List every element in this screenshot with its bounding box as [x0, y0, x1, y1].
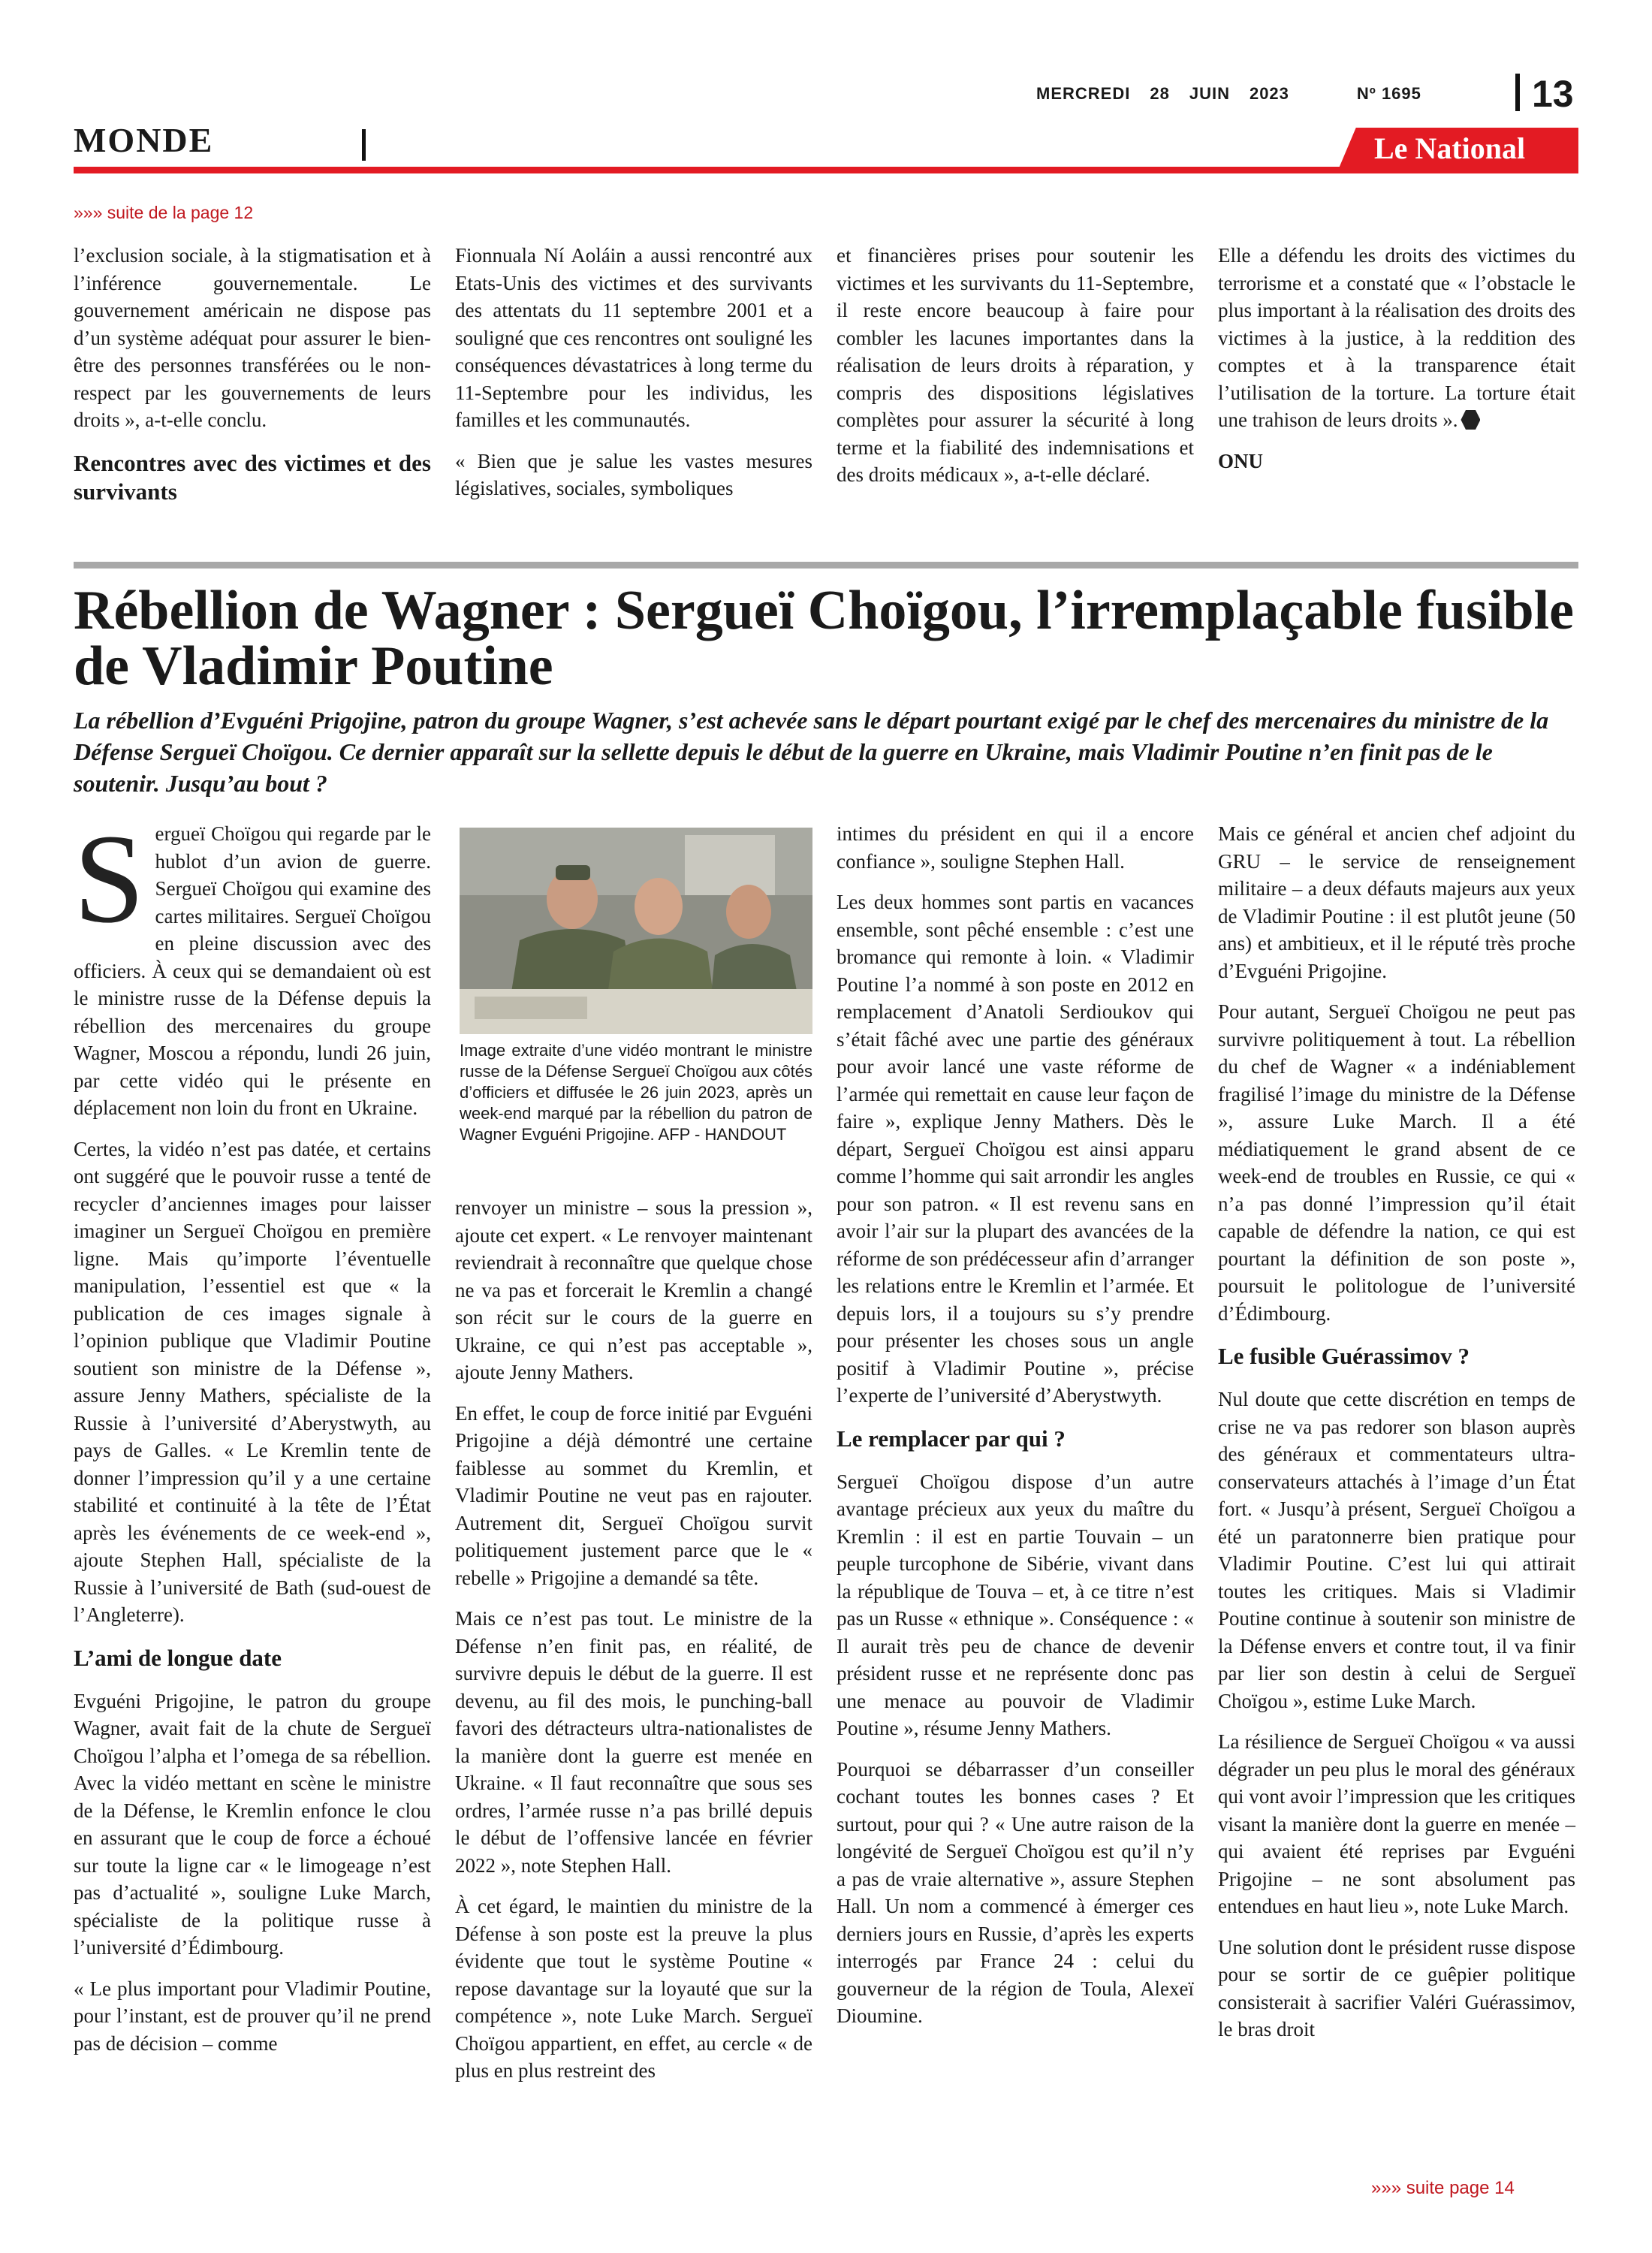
continued-from: »»» suite de la page 12 — [74, 203, 254, 222]
drop-cap: S — [74, 808, 145, 949]
lead-paragraph — [74, 808, 431, 1122]
paragraph: et financières prises pour soutenir les victimes et les survivants du 11-Septembre, il reste encore beaucoup à faire pour combler les lacunes importantes dans la réalisation de leurs droits à réparation, y compris des dispositions législatives complètes pour assurer la sécurité à long terme et la fiabilité des indemnisations et des droits médicaux », a-t-elle déclaré. — [837, 244, 1194, 486]
paragraph: l’exclusion sociale, à la stigmatisation et à l’inférence gouvernementale. Le gouvernement américain ne dispose pas d’un système adéquat pour assurer le bien-être des personnes transférées ou le non-respect par les gouvernements de leurs droits », a-t-elle conclu. — [74, 244, 431, 431]
photo-illustration — [460, 828, 812, 1034]
top-column-1 — [74, 242, 431, 521]
paragraph: renvoyer un ministre – sous la pression », ajoute cet expert. « Le renvoyer maintenant reviendrait à reconnaître que quelque chose ne va pas et forcerait le Kremlin a changé son récit sur le cours de la guerre en Ukraine, ce qui n’est pas acceptable », ajoute Jenny Mathers. — [455, 1196, 812, 1383]
article-column-4 — [1218, 820, 1575, 2057]
subheading: Le fusible Guérassimov ? — [1218, 1343, 1470, 1369]
issue-year: 2023 — [1249, 84, 1289, 103]
article-column-3 — [837, 820, 1194, 2043]
lead-text: ergueï Choïgou qui regarde par le hublot d’un avion de guerre. Sergueï Choïgou qui examine des cartes militaires. Sergueï Choïgou en pleine discussion avec des officiers. À ceux qui se demandaient où est le ministre russe de la Défense depuis la rébellion des mercenaires du groupe Wagner, Moscou a répondu, lundi 26 juin, par cette vidéo qui le présente en déplacement non loin du front en Ukraine. — [74, 822, 431, 1119]
article-photo — [460, 828, 812, 1034]
article-separator — [74, 562, 1578, 569]
header-rule — [74, 167, 1578, 173]
paragraph-text: Elle a défendu les droits des victimes du terrorisme et a constaté que « l’obstacle le plus important à la réalisation des droits des victimes à la justice, à la reddition des comptes et à la transparence était l’utilisation de la torture. La torture était une trahison de leurs droits ». — [1218, 244, 1575, 431]
paragraph: En effet, le coup de force initié par Evguéni Prigojine a déjà démontré une certaine faiblesse au sommet du Kremlin, et Vladimir Poutine ne veut pas en rajouter. Autrement dit, Sergueï Choïgou survit politiquement justement parce que le « rebelle » Prigojine a demandé sa tête. — [455, 1401, 812, 1589]
paragraph: À cet égard, le maintien du ministre de la Défense à son poste est la preuve la plus évidente que tout le système Poutine « repose davantage sur la loyauté que sur la compétence », note Luke March. Sergueï Choïgou appartient, en effet, au cercle « de plus en plus restreint des — [455, 1895, 812, 2082]
paragraph: Nul doute que cette discrétion en temps de crise ne va pas redorer son blason auprès des généraux et commentateurs ultra-conservateurs attachés à l’image d’un État fort. « Jusqu’à présent, Sergueï Choïgou a été un paratonnerre bien pratique pour Vladimir Poutine. C’est lui qui attirait toutes les critiques. Mais si Vladimir Poutine continue à soutenir son ministre de la Défense envers et contre tout, il va finir par lier son destin à celui de Sergueï Choïgou », estime Luke March. — [1218, 1388, 1575, 1712]
paragraph: Certes, la vidéo n’est pas datée, et certains ont suggéré que le pouvoir russe a tenté de recycler d’anciennes images pour laisser imaginer un Sergueï Choïgou en première ligne. Mais qu’importe l’éventuelle manipulation, l’essentiel est que « la publication de ces images signale à l’opinion publique que Vladimir Poutine soutient son ministre de la Défense », assure Jenny Mathers, spécialiste de la Russie à l’université d’Aberystwyth, au pays de Galles. « Le Kremlin tente de donner l’impression qu’il y a une certaine stabilité et continuité à la tête de l’État après les événements de ce week-end », ajoute Stephen Hall, spécialiste de la Russie à l’université de Bath (sud-ouest de l’Angleterre). — [74, 1137, 431, 1626]
subheading: L’ami de longue date — [74, 1644, 282, 1671]
issue-date: 28 — [1150, 84, 1170, 103]
paragraph — [1218, 242, 1575, 434]
subheading: Le remplacer par qui ? — [837, 1425, 1066, 1452]
subheading: Rencontres avec des victimes et des survivants — [74, 449, 431, 505]
paragraph: Une solution dont le président russe dispose pour se sortir de ce guêpier politique consisterait à sacrifier Valéri Guérassimov, le bras droit — [1218, 1935, 1575, 2040]
article-column-1 — [74, 808, 431, 2071]
signature: ONU — [1218, 449, 1263, 472]
standfirst: La rébellion d’Evguéni Prigojine, patron du groupe Wagner, s’est achevée sans le départ pourtant exigé par le chef des mercenaires du ministre de la Défense Sergueï Choïgou. Ce dernier apparaît sur la sellette depuis le début de la guerre en Ukraine, mais Vladimir Poutine n’en finit pas de le soutenir. Jusqu’au bout ? — [74, 707, 1549, 797]
paragraph: Mais ce n’est pas tout. Le ministre de la Défense n’en finit pas, en réalité, de survivre depuis le début de la guerre. Il est devenu, au fil des mois, le punching-ball favori des détracteurs ultra-nationalistes de la manière dont la guerre est menée en Ukraine. « Il faut reconnaître que sous ses ordres, l’armée russe n’a pas brillé depuis le début de l’offensive lancée en février 2022 », note Stephen Hall. — [455, 1607, 812, 1877]
paragraph: Evguéni Prigojine, le patron du groupe Wagner, avait fait de la chute de Sergueï Choïgou l’alpha et l’omega de sa rébellion. Avec la vidéo mettant en scène le ministre de la Défense, le Kremlin enfonce le clou en assurant que le coup de force a échoué sur toute la ligne car « le limogeage n’est pas d’actualité », souligne Luke March, spécialiste de la politique russe à l’université d’Édimbourg. — [74, 1689, 431, 1959]
paragraph: Les deux hommes sont partis en vacances ensemble, sont pêché ensemble : c’est une bromance qui remonte à loin. « Vladimir Poutine l’a nommé à son poste en 2012 en remplacement d’Anatoli Serdioukov qui s’était fâché avec une partie des généraux pour avoir lancé une vaste réforme de l’armée qui remettait en cause leur façon de faire », explique Jenny Mathers. Dès le départ, Sergueï Choïgou est ainsi apparu comme l’homme qui sait arrondir les angles pour son patron. « Il est revenu sans en avoir l’air sur la plupart des avancées de la réforme de son prédécesseur afin d’arranger les relations entre le Kremlin et l’armée. Et depuis lors, il a toujours su s’y prendre pour présenter les choses sous un angle positif à Vladimir Poutine », précise l’experte de l’université d’Aberystwyth. — [837, 891, 1194, 1407]
paragraph: Pour autant, Sergueï Choïgou ne peut pas survivre politiquement à tout. La rébellion du chef de Wagner « a indéniablement fragilisé l’image du ministre de la Défense », assure Luke March. Il a été médiatiquement le grand absent de ce week-end de troubles en Russie, ce qui « n’a pas donné l’impression qu’il était capable de défendre la nation, ce qui est pourtant la définition de son poste », poursuit le politologue de l’université d’Édimbourg. — [1218, 1000, 1575, 1325]
issue-number: Nº 1695 — [1356, 84, 1421, 103]
article-column-2 — [455, 1194, 812, 2098]
issue-month: JUIN — [1189, 84, 1230, 103]
section-divider — [362, 129, 366, 161]
top-column-3 — [837, 242, 1194, 502]
continued-to: »»» suite page 14 — [1371, 2178, 1515, 2198]
issue-info — [1036, 84, 1441, 104]
paragraph: intimes du président en qui il a encore confiance », souligne Stephen Hall. — [837, 822, 1194, 873]
section-title: MONDE — [74, 121, 214, 159]
top-column-2 — [455, 242, 812, 516]
paragraph: Pourquoi se débarrasser d’un conseiller cochant toutes les bonnes cases ? Et surtout, pour qui ? « Une autre raison de la longévité de Sergueï Choïgou est qu’il n’y a pas de vraie alternative », assure Stephen Hall. Un nom a commencé à émerger ces derniers jours en Russie, d’après les experts interrogés par France 24 : celui du gouverneur de la région de Toula, Alexeï Dioumine. — [837, 1757, 1194, 2027]
paragraph: Mais ce général et ancien chef adjoint du GRU – le service de renseignement militaire – a deux défauts majeurs aux yeux de Vladimir Poutine : il est plutôt jeune (50 ans) et ambitieux, et il le réputé très proche d’Evguéni Prigojine. — [1218, 822, 1575, 982]
brand-logo: Le National — [1374, 131, 1526, 165]
paragraph: La résilience de Sergueï Choïgou « va aussi dégrader un peu plus le moral des généraux qui vont avoir l’impression que les critiques visant la manière dont la guerre en menée – qui avaient été reprises par Evguéni Prigojine – ne sont absolument pas entendues en haut lieu », note Luke March. — [1218, 1730, 1575, 1917]
top-column-4 — [1218, 242, 1575, 475]
page-number: 13 — [1532, 73, 1574, 115]
end-mark-icon — [1461, 410, 1480, 430]
header-divider — [1515, 74, 1520, 111]
paragraph: « Bien que je salue les vastes mesures législatives, sociales, symboliques — [455, 449, 812, 499]
photo-caption: Image extraite d’une vidéo montrant le ministre russe de la Défense Sergueï Choïgou aux côtés d’officiers et diffusée le 26 juin 2023, après un week-end marqué par la rébellion du patron de Wagner Evguéni Prigojine. AFP - HANDOUT — [460, 1041, 812, 1144]
paragraph: Fionnuala Ní Aoláin a aussi rencontré aux Etats-Unis des victimes et des survivants des attentats du 11 septembre 2001 et a souligné que ces rencontres ont souligné les conséquences dévastatrices à long terme du 11-Septembre pour les individus, les familles et les communautés. — [455, 244, 812, 431]
issue-day: MERCREDI — [1036, 84, 1131, 103]
paragraph: Sergueï Choïgou dispose d’un autre avantage précieux aux yeux du maître du Kremlin : il est en partie Touvain – un peuple turcophone de Sibérie, vivant dans la république de Touva – et, à ce titre n’est pas un Russe « ethnique ». Conséquence : « Il aurait très peu de chance de devenir président russe et ne représente donc pas une menace au pouvoir de Vladimir Poutine », résume Jenny Mathers. — [837, 1470, 1194, 1739]
headline: Rébellion de Wagner : Sergueï Choïgou, l’irremplaçable fusible de Vladimir Poutine — [74, 580, 1574, 697]
paragraph: « Le plus important pour Vladimir Poutine, pour l’instant, est de prouver qu’il ne prend pas de décision – comme — [74, 1977, 431, 2055]
